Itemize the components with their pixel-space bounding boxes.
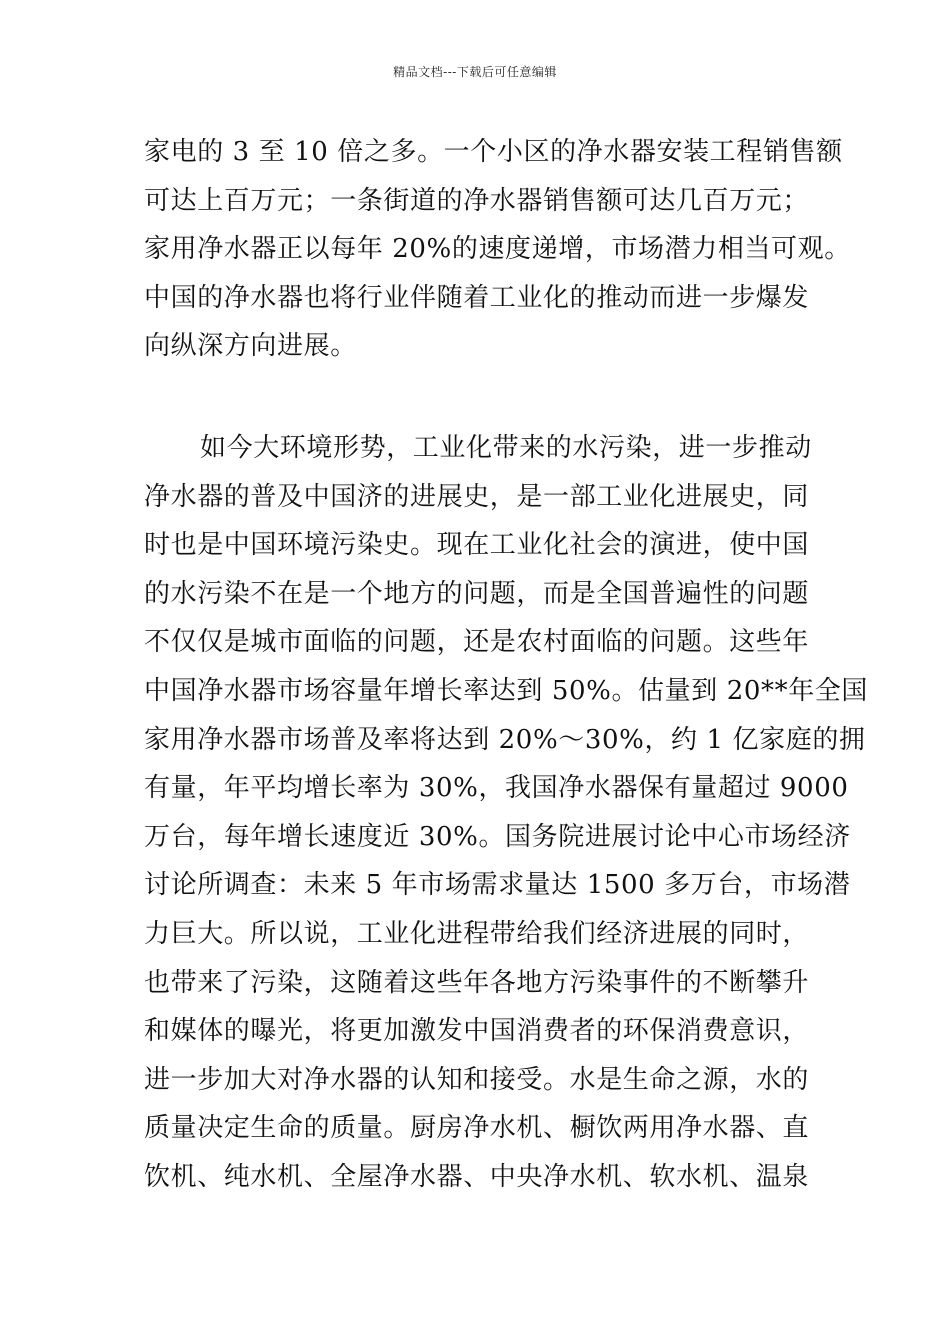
paragraph-line: 家电的 3 至 10 倍之多。一个小区的净水器安装工程销售额 [144,137,843,167]
paragraph-line: 不仅仅是城市面临的问题，还是农村面临的问题。这些年 [144,627,810,658]
paragraph-line: 力巨大。所以说，工业化进程带给我们经济进展的同时， [144,918,810,949]
paragraph-line: 和媒体的曝光，将更加激发中国消费者的环保消费意识， [144,1016,810,1047]
paragraph-line: 万台，每年增长速度近 30%。国务院进展讨论中心市场经济 [144,821,851,852]
paragraph-line: 有量，年平均增长率为 30%，我国净水器保有量超过 9000 [144,773,849,804]
paragraph-line: 时也是中国环境污染史。现在工业化社会的演进，使中国 [144,530,810,561]
paragraph-line: 的水污染不在是一个地方的问题，而是全国普遍性的问题 [144,578,810,609]
paragraph-1 [144,128,851,371]
paragraph-line: 中国净水器市场容量年增长率达到 50%。估量到 20**年全国 [144,675,869,706]
paragraph-line: 也带来了污染，这随着这些年各地方污染事件的不断攀升 [144,967,810,998]
paragraph-line: 家用净水器市场普及率将达到 20%～30%，约 1 亿家庭的拥 [144,724,866,755]
paragraph-line: 家用净水器正以每年 20%的速度递增，市场潜力相当可观。 [144,234,851,265]
paragraph-line: 质量决定生命的质量。厨房净水机、橱饮两用净水器、直 [144,1113,810,1144]
page-header: 精品文档---下载后可任意编辑 [393,65,557,79]
paragraph-line: 进一步加大对净水器的认知和接受。水是生命之源，水的 [144,1064,810,1095]
paragraph-line: 饮机、纯水机、全屋净水器、中央净水机、软水机、温泉 [144,1161,810,1192]
paragraph-2 [144,424,869,1202]
paragraph-line: 如今大环境形势，工业化带来的水污染，进一步推动 [200,433,812,463]
paragraph-line: 净水器的普及中国济的进展史，是一部工业化进展史，同 [144,481,810,512]
paragraph-line: 中国的净水器也将行业伴随着工业化的推动而进一步爆发 [144,282,810,313]
paragraph-line: 讨论所调查：未来 5 年市场需求量达 1500 多万台，市场潜 [144,870,851,901]
paragraph-line: 向纵深方向进展。 [144,331,357,362]
paragraph-line: 可达上百万元；一条街道的净水器销售额可达几百万元； [144,185,810,216]
